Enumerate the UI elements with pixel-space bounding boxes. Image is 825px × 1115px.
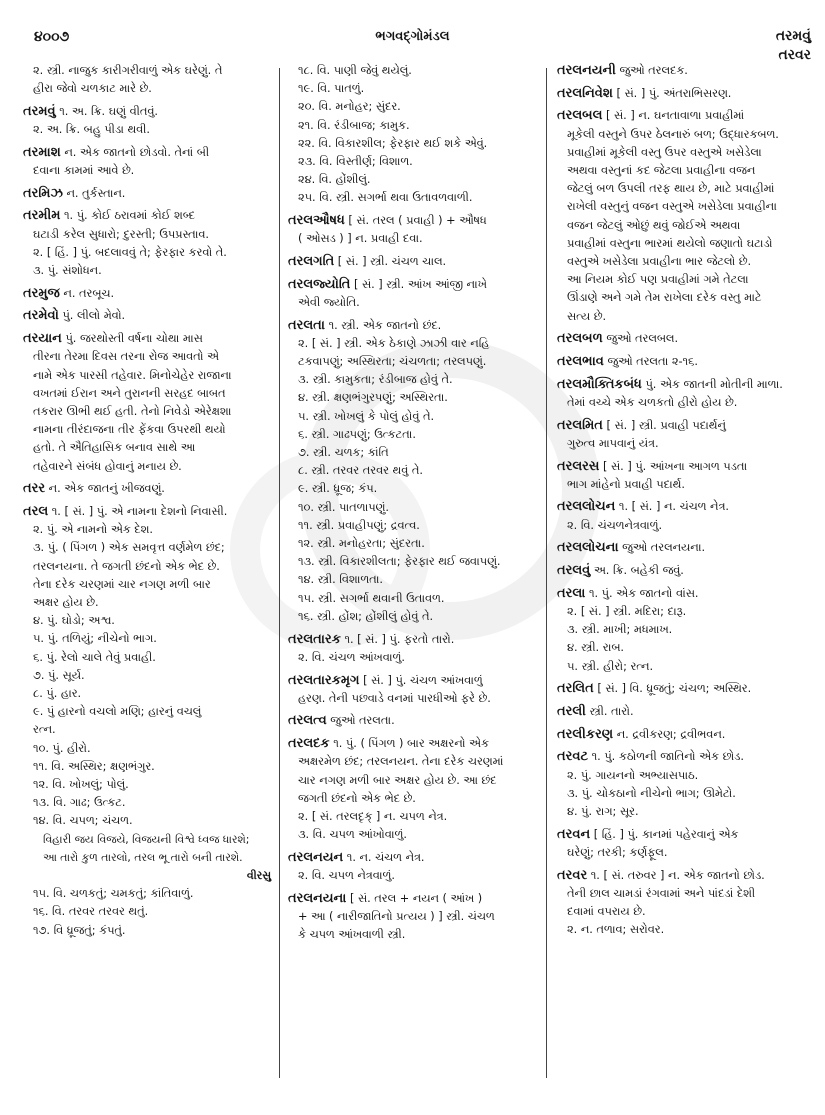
headword: તરલવું [557, 563, 591, 579]
definition-text: ૧. સ્ત્રી. એક જાતનો છંદ. [324, 318, 442, 332]
definition-line: રત્ન. [33, 723, 56, 737]
definition-line: ૨. [ સં. ] સ્ત્રી. એક ઠેકાણે ઝાઝી વાર નહિ [298, 336, 490, 350]
dictionary-entry [23, 103, 271, 139]
definition-line: ૨. [ હિં. ] પું. બદલાવવું તે; ફેરફાર કરવો તે. [33, 245, 227, 259]
headword: તરર [23, 481, 46, 497]
dictionary-entry [557, 376, 805, 412]
definition-line: નામના તીરંદાજના તીર ફેંકવા ઉપરથી થયો [33, 423, 226, 437]
definition-line: ૫. સ્ત્રી. ખોખલું કે પોલું હોવું તે. [298, 409, 435, 423]
definition-line: તહેવારને સંબંધ હોવાનું મનાય છે. [33, 459, 182, 473]
definition-line: તેની છાલ ચામડાં રંગવામાં અને પાંદડાં દેશી [567, 886, 756, 900]
headword: તરવન [557, 826, 591, 842]
definition-line: ૩. વિ. ચપળ આંખોવાળું. [298, 828, 407, 842]
entry-first-line [557, 680, 805, 698]
definition-line: ૧૨. સ્ત્રી. મનોહરતા; સુંદરતા. [298, 537, 425, 551]
definition-text: ૧. પું. કોઈ ઠરાવમાં કોઈ શબ્દ [60, 209, 195, 223]
dictionary-entry [23, 480, 271, 498]
definition-line: ૮. સ્ત્રી. તરવર તરવર થવું તે. [298, 464, 423, 478]
headword: તરલમૌક્તિકબંધ [557, 376, 642, 392]
headword: તરલનિવેશ [557, 85, 613, 101]
definition-line: વસ્તુએ ખસેડેલા પ્રવાહીના ભાર જેટલો છે. [567, 255, 752, 269]
headword: તરલઔષધ [288, 213, 345, 229]
dictionary-entry [557, 562, 805, 580]
entry-first-line [288, 735, 538, 753]
definition-line: ૧૩. સ્ત્રી. વિકારશીલતા; ફેરફાર થઈ જવાપણું. [298, 555, 501, 569]
entry-first-line [557, 376, 805, 394]
entry-first-line [557, 867, 805, 885]
definition-line: દવાના કામમાં આવે છે. [33, 164, 135, 178]
dictionary-entry [288, 735, 538, 844]
definition-text: [ સં. ] ન. ઘનતાવાળા પ્રવાહીમાં [602, 109, 745, 123]
definition-line: ૩. સ્ત્રી. માખી; મધમાખ. [567, 623, 673, 637]
definition-line: સત્ય છે. [567, 309, 607, 323]
page-header [0, 0, 825, 63]
definition-line: ૭. સ્ત્રી. ચળક; કાંતિ [298, 446, 389, 460]
headword: તરવટ [557, 749, 589, 765]
headword: તરલલોચન [557, 499, 616, 515]
definition-line: ૪. પું. ઘોડો; અશ્વ. [33, 614, 115, 628]
definition-line: પ્રવાહીમાં વસ્તુના ભારમાં થયેલો જણાતો ઘટાડો [567, 236, 773, 250]
definition-line: રાખેલી વસ્તુનું વજન વસ્તુએ ખસેડેલા પ્રવાહીના [567, 200, 777, 214]
definition-line: ૩. પું. ચોકઠાનો નીચેનો ભાગ; ઊમેટો. [567, 786, 736, 800]
dictionary-entry [288, 212, 538, 248]
entry-first-line [557, 330, 805, 348]
definition-line: તરલનયના. તે જગતી છંદનો એક ભેદ છે. [33, 559, 220, 573]
definition-line: ૩. સ્ત્રી. કામુકતા; રંડીબાજ હોવું તે. [298, 373, 453, 387]
headword: તરલત્વ [288, 713, 327, 729]
entry-first-line [23, 144, 271, 162]
headword: તરમાશ [23, 144, 61, 160]
entry-first-line [288, 276, 538, 294]
definition-line: ૧૮. વિ. પાણી જેવું થયેલું. [298, 64, 412, 77]
dictionary-entry [557, 62, 805, 80]
entry-first-line [23, 285, 271, 303]
definition-line: ૪. પું. રાગ; સૂર. [567, 805, 639, 819]
definition-text: [ સં. ] પું. આંખના આગળ પડતા [599, 459, 748, 473]
definition-line: ૬. સ્ત્રી. ગાઢપણું; ઉત્કટતા. [298, 427, 416, 441]
dictionary-entry [23, 185, 271, 203]
entry-first-line [23, 480, 271, 498]
headword: તરલલોચના [557, 540, 619, 556]
definition-line: હતો. તે ઐતિહાસિક બનાવ સાથે આ [33, 441, 196, 455]
column-divider-1 [279, 68, 280, 1078]
headword: તરલબળ [557, 331, 603, 347]
headword: તરલભાવ [557, 354, 604, 370]
headword: તરલતારક [288, 631, 341, 647]
entry-first-line [23, 103, 271, 121]
headword: તરવર [557, 867, 588, 883]
definition-line: ૫. સ્ત્રી. હીરો; રત્ન. [567, 659, 654, 673]
column-3 [557, 62, 805, 944]
definition-line: ૨૫. વિ. સ્ત્રી. સગર્ભા થવા ઉતાવળવાળી. [298, 191, 473, 205]
dictionary-entry [288, 672, 538, 708]
entry-first-line [288, 712, 538, 730]
headword: તરમવું [23, 103, 56, 119]
definition-text: પું. જરથોસ્તી વર્ષના ચોથા માસ [61, 332, 203, 346]
book-title: ભગવદ્ગોમંડલ [375, 29, 450, 44]
quotation-line: આ તારો કુળ તારલો, તરલ ભૂ તારો બની તારશે. [43, 850, 243, 864]
definition-line: ( ઓસડ ) ] ન. પ્રવાહી દવા. [298, 232, 423, 246]
definition-line: હરણ. તેની પછવાડે વનમાં પારધીઓ ફરે છે. [298, 691, 491, 705]
definition-line: ૨૩. વિ. વિસ્તીર્ણ; વિશાળ. [298, 155, 413, 169]
entry-first-line [557, 703, 805, 721]
headword: તરલિત [557, 681, 594, 697]
definition-line: ઘટાડી કરેલ સુધારો; દુરસ્તી; ઉપપ્રસ્તાવ. [33, 227, 209, 241]
definition-line: આ નિયમ કોઈ પણ પ્રવાહીમાં ગમે તેટલા [567, 273, 749, 287]
definition-text: [ સં. ] સ્ત્રી. પ્રવાહી પદાર્થનું [602, 418, 726, 432]
headword: તરલા [557, 585, 586, 601]
definition-text: ૧. ન. ચંચળ નેત્ર. [343, 850, 425, 864]
definition-line: ૧૦. સ્ત્રી. પાતળાપણું. [298, 500, 390, 514]
definition-line: ૧૧. સ્ત્રી. પ્રવાહીપણું; દ્રવત્વ. [298, 518, 420, 532]
dictionary-entry [557, 748, 805, 821]
definition-line: ૨૨. વિ. વિકારશીલ; ફેરફાર થઈ શકે એવું. [298, 136, 488, 150]
definition-line: ૧૨. વિ. ખોખલું; પોલું. [33, 778, 129, 792]
definition-line: ૨. ન. તળાવ; સરોવર. [567, 923, 665, 937]
definition-line: ૯. પું હારનો વચલો મણિ; હારનું વચલું [33, 705, 202, 719]
dictionary-entry [557, 867, 805, 940]
page-number: ૪૦૦૭ [34, 29, 70, 45]
definition-line: મૂકેલી વસ્તુને ઉપર ઠેલનારું બળ; ઉદ્ધારકબળ. [567, 127, 779, 141]
guide-word-last: તરવર [778, 47, 811, 63]
definition-line: ટકવાપણું; અસ્થિરતા; ચંચળતા; તરલપણું. [298, 355, 487, 369]
definition-line: ૨. પું. એ નામનો એક દેશ. [33, 523, 153, 537]
definition-text: ૧. [ સં. ] પું. ફરતો તારો. [340, 632, 455, 646]
entry-first-line [288, 890, 538, 908]
definition-text: જુઓ તરલતા ૨-૧૬. [603, 355, 698, 369]
headword: તરલ [23, 503, 49, 519]
definition-text: [ સં. ] સ્ત્રી. આંખ આંજી નાખે [350, 277, 487, 291]
headword: તરમિઝ [23, 185, 63, 201]
definition-line: ૧૩. વિ. ગાઢ; ઉત્કટ. [33, 796, 126, 810]
definition-line: તેમાં વચ્ચે એક ચળકતો હીરો હોય છે. [567, 395, 738, 409]
definition-line: અક્ષર હોય છે. [33, 595, 99, 609]
definition-line: અક્ષરમેળ છંદ; તરલનયન. તેના દરેક ચરણમાં [298, 755, 504, 769]
definition-text: જુઓ તરલબલ. [602, 332, 679, 346]
definition-line: વજન જેટલું ઓછું થવું જોઈએ અથવા [567, 218, 741, 232]
definition-text: પું. લીલો મેવો. [58, 309, 126, 323]
definition-line: ૫. પું. તળિયું; નીચેનો ભાગ. [33, 632, 157, 646]
headword: તરયાન [23, 331, 62, 347]
dictionary-entry [23, 144, 271, 180]
definition-line: ૩. પું. ( પિંગળ ) એક સમવૃત્ત વર્ણમેળ છંદ; [33, 541, 225, 555]
definition-text: ન. તરબૂચ. [59, 286, 115, 300]
headword: તરલનયન [288, 849, 344, 865]
dictionary-entry [23, 285, 271, 303]
definition-text: ૧. પું. ( પિંગળ ) બાર અક્ષરનો એક [329, 737, 489, 751]
entry-first-line [557, 585, 805, 603]
definition-text: ૧. પું. કઠોળની જાતિનો એક છોડ. [588, 750, 744, 764]
dictionary-entry [557, 726, 805, 744]
definition-text: ૧. પું. એક જાતનો વાંસ. [585, 586, 699, 600]
dictionary-entry [557, 330, 805, 348]
entry-first-line [557, 748, 805, 766]
definition-text: [ હિં. ] પું. કાનમાં પહેરવાનું એક [590, 827, 739, 841]
definition-line: ૬. પું. રેલો ચાલે તેવું પ્રવાહી. [33, 650, 156, 664]
definition-line: ૨. વિ. ચંચળ આંખવાળું. [298, 650, 405, 664]
headword: તરલી [557, 704, 586, 719]
definition-line: ૧૦. પું. હીરો. [33, 741, 91, 755]
entry-first-line [23, 62, 271, 80]
dictionary-entry [557, 680, 805, 698]
definition-text: ૧. [ સં. તરુવર ] ન. એક જાતનો છોડ. [587, 868, 765, 882]
entry-first-line [23, 503, 271, 521]
definition-text: [ સં. ] પું. ચંચળ આંખવાળું [359, 673, 483, 687]
definition-line: ૧૫. વિ. ચળકતું; ચમકતું; કાંતિવાળું. [33, 887, 194, 901]
headword: તરમીમ [23, 208, 61, 224]
definition-line: અથવા વસ્તુનાં કદ જેટલા પ્રવાહીના વજન [567, 164, 756, 178]
entry-first-line [288, 317, 538, 335]
dictionary-entry [557, 585, 805, 676]
definition-line: ૨૪. વિ. હોંશીલું. [298, 173, 371, 187]
definition-line: ૧૧. વિ. અસ્થિર; ક્ષણભંગુર. [33, 759, 155, 773]
definition-line: ચાર નગણ મળી બાર અક્ષર હોય છે. આ છંદ [298, 773, 497, 787]
definition-text: જુઓ તરલતા. [326, 714, 395, 728]
definition-line: + આ ( નારીજાતિનો પ્રત્યય ) ] સ્ત્રી. ચંચળ [298, 909, 495, 923]
definition-text: ૧. [ સં. ] ન. ચંચળ નેત્ર. [615, 500, 730, 514]
entry-first-line [288, 253, 538, 271]
definition-line: ૨. વિ. ચપળ નેત્રવાળું. [298, 869, 395, 883]
dictionary-entry [288, 849, 538, 885]
definition-line: ૨૦. વિ. મનોહર; સુંદર. [298, 100, 401, 114]
definition-line: ૨૧. વિ. રંડીબાજ; કામુક. [298, 118, 410, 132]
quotation-line: વિહારી જય વિજયે, વિજયની વિશ્વે ધ્વજ ધારશે; [43, 832, 250, 846]
definition-line: એવી જ્યોતિ. [298, 295, 360, 309]
entry-first-line [23, 330, 271, 348]
dictionary-entry [288, 276, 538, 312]
dictionary-entry [23, 503, 271, 940]
entry-first-line [288, 631, 538, 649]
column-2 [288, 62, 538, 949]
entry-first-line [23, 185, 271, 203]
dictionary-entry [557, 539, 805, 557]
definition-line: કે ચપળ આંખવાળી સ્ત્રી. [298, 928, 406, 942]
dictionary-entry [557, 85, 805, 103]
entry-first-line [557, 62, 805, 80]
definition-text: [ સં. તરલ + નયન ( આંખ ) [346, 891, 483, 905]
headword: તરલરસ [557, 458, 600, 474]
dictionary-entry [23, 307, 271, 325]
definition-text: [ સં. ] પું. અંતરાભિસરણ. [612, 86, 732, 100]
entry-first-line [557, 726, 805, 744]
entry-first-line [557, 458, 805, 476]
definition-line: તકરાર ઊભી થઈ હતી. તેનો નિવેડો એરેક્ષશા [33, 404, 232, 418]
headword: તરમુજ [23, 285, 60, 301]
definition-line: ૧૫. સ્ત્રી. સગર્ભા થવાની ઉતાવળ. [298, 591, 445, 605]
entry-first-line [557, 353, 805, 371]
dictionary-entry [557, 498, 805, 534]
definition-text: ન. દ્રવીકરણ; દ્રવીભવન. [613, 727, 726, 741]
entry-first-line [557, 562, 805, 580]
entry-first-line [557, 107, 805, 125]
dictionary-entry [557, 417, 805, 453]
dictionary-entry [23, 207, 271, 280]
definition-line: ૯. સ્ત્રી. ધ્રૂજ; કંપ. [298, 482, 378, 496]
entry-first-line [557, 417, 805, 435]
dictionary-entry [557, 826, 805, 862]
definition-text: [ સં. ] વિ. ધ્રૂજતું; ચંચળ; અસ્થિર. [593, 682, 752, 696]
definition-line: જેટલું બળ ઉપલી તરફ થાય છે, માટે પ્રવાહીમાં [567, 182, 775, 196]
definition-line: ૧૪. વિ. ચપળ; ચંચળ. [33, 814, 133, 828]
entry-first-line [23, 307, 271, 325]
headword: તરલનયની [557, 63, 616, 78]
definition-line: તેના દરેક ચરણમાં ચાર નગણ મળી બાર [33, 577, 211, 591]
dictionary-entry [557, 458, 805, 494]
headword: તરલતા [288, 317, 325, 333]
definition-line: ઊંડાણે અને ગમે તેમ રાખેલા દરેક વસ્તુ માટે [567, 291, 762, 305]
definition-line: વખતમાં ઈરાન અને તુરાનની સરહદ બાબત [33, 386, 226, 400]
definition-text: ન. એક જાતનું ખીજવણું. [45, 482, 165, 496]
definition-line: પ્રવાહીમાં મૂકેલી વસ્તુ ઉપર વસ્તુએ ખસેડેલા [567, 145, 762, 159]
headword: તરલમિત [557, 417, 603, 433]
definition-line: તીરના તેરમા દિવસ તરના રોજ આવતો એ [33, 350, 219, 364]
dictionary-entry [557, 703, 805, 721]
definition-line: ૪. સ્ત્રી. ક્ષણભંગુરપણું; અસ્થિરતા. [298, 391, 448, 405]
entry-first-line [288, 672, 538, 690]
headword: તરલીકરણ [557, 726, 614, 742]
definition-text: [ સં. તરલ ( પ્રવાહી ) + ઔષધ [344, 214, 487, 228]
headword: તરલદક [288, 736, 330, 752]
entry-first-line [288, 849, 538, 867]
definition-line: ૧૬. વિ. તરવર તરવર થતું. [33, 905, 149, 919]
headword: તરલજ્યોતિ [288, 276, 351, 292]
definition-text: ૧. અ. ક્રિ. ઘણું વીતવું. [55, 104, 158, 118]
dictionary-entry [23, 330, 271, 476]
headword: તરલનયના [288, 890, 347, 906]
dictionary-entry [288, 317, 538, 626]
headword: તરલગતિ [288, 254, 335, 270]
definition-text: પું. એક જાતની મોતીની માળા. [641, 377, 783, 391]
column-1 [23, 62, 271, 944]
definition-line: ૩. પું. સંશોધન. [33, 264, 102, 278]
entry-first-line [557, 539, 805, 557]
dictionary-entry [288, 631, 538, 667]
definition-text: જુઓ તરલદક. [615, 64, 688, 77]
dictionary-entry [288, 712, 538, 730]
column-divider-2 [546, 68, 547, 1078]
dictionary-entry [288, 890, 538, 945]
entry-first-line [557, 85, 805, 103]
definition-text: ૨. સ્ત્રી. નાજુક કારીગરીવાળું એક ઘરેણું. તે [33, 64, 223, 77]
definition-line: હીરા જેવો ચળકાટ મારે છે. [33, 82, 152, 96]
dictionary-entry [557, 353, 805, 371]
definition-line: ૨. [ સં. ] સ્ત્રી. મદિરા; દારૂ. [567, 604, 687, 618]
definition-text: ન. તુર્કસ્તાન. [62, 186, 126, 200]
headword: તરલબલ [557, 108, 603, 124]
definition-line: ૨. અ. ક્રિ. બહુ પીડા થવી. [33, 123, 150, 137]
definition-line: ૧૭. વિ ધ્રૂજતું; કંપતું. [33, 923, 126, 937]
definition-line: ૧૯. વિ. પાતળું. [298, 82, 365, 96]
definition-line: ૨. [ સં. તરલદૃક્ ] ન. ચપળ નેત્ર. [298, 809, 448, 823]
definition-line: જગતી છંદનો એક ભેદ છે. [298, 791, 416, 805]
entry-first-line [557, 498, 805, 516]
entry-first-line [23, 207, 271, 225]
definition-line: ૨. પું. ગાયનનો અભ્યાસપાઠ. [567, 768, 699, 782]
definition-line: નામે એક પારસી તહેવાર. મિનોચેહેર રાજાના [33, 368, 232, 382]
definition-text: ન. એક જાતનો છોડવો. તેનાં બી [60, 145, 210, 159]
definition-line: દવામાં વપરાય છે. [567, 905, 646, 919]
definition-text: જુઓ તરલનયના. [618, 541, 706, 555]
entry-first-line [557, 826, 805, 844]
definition-line: ઘરેણું; તરકી; કર્ણફૂલ. [567, 845, 668, 859]
headword: તરલતારકમૃગ [288, 672, 360, 688]
definition-text: સ્ત્રી. તારો. [585, 705, 634, 718]
definition-line: ૭. પું. સૂર્ય. [33, 668, 85, 682]
guide-words [776, 27, 811, 65]
dictionary-entry [23, 62, 271, 98]
guide-word-first: તરમવું [775, 28, 811, 44]
definition-line: ૨. વિ. ચંચળનેત્રવાળું. [567, 518, 663, 532]
dictionary-entry [288, 253, 538, 271]
definition-line: ૪. સ્ત્રી. રાબ. [567, 641, 624, 655]
definition-line: ગુરુત્વ માપવાનું યંત્ર. [567, 436, 659, 450]
headword: તરમેવો [23, 308, 59, 324]
dictionary-entry [557, 107, 805, 325]
definition-line: ૧૪. સ્ત્રી. વિશાળતા. [298, 573, 383, 587]
definition-text: અ. ક્રિ. બહેકી જવું. [590, 564, 684, 578]
quotation-source: વીરસુ [246, 869, 271, 883]
definition-line: ૮. પું. હાર. [33, 687, 82, 700]
definition-text: [ સં. ] સ્ત્રી. ચંચળ ચાલ. [334, 255, 447, 269]
definition-line: ભાગ માંહેનો પ્રવાહી પદાર્થ. [567, 477, 685, 491]
entry-first-line [288, 212, 538, 230]
definition-line: ૧૬. સ્ત્રી. હોંશ; હોંશીલું હોવું તે. [298, 609, 434, 623]
definition-text: ૧. [ સં. ] પું. એ નામના દેશનો નિવાસી. [48, 504, 228, 518]
dictionary-entry [288, 62, 538, 208]
